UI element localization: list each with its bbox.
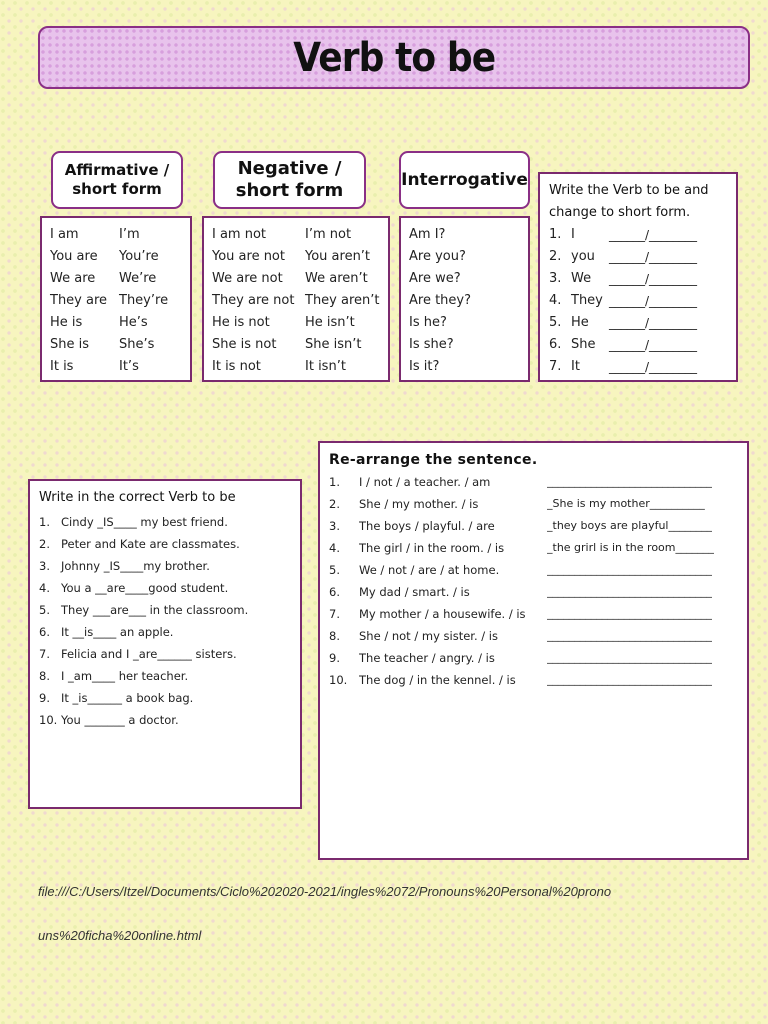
answer-line[interactable]: _they boys are playful________ (547, 519, 713, 532)
item-number: 3. (39, 559, 50, 573)
negative-short-form: It isn’t (305, 359, 346, 374)
item-number: 6. (329, 585, 340, 599)
item-number: 4. (39, 581, 50, 595)
item-number: 7. (549, 359, 562, 374)
negative-short-form: You aren’t (305, 249, 371, 264)
rearrange-exercise-heading: Re-arrange the sentence. (329, 452, 538, 468)
rearrange-exercise (318, 441, 749, 860)
item-number: 4. (549, 293, 562, 308)
item-number: 4. (329, 541, 340, 555)
negative-long-form: They are not (212, 293, 295, 308)
item-sentence: It _is______ a book bag. (61, 691, 194, 705)
item-number: 1. (329, 475, 340, 489)
item-number: 2. (329, 497, 340, 511)
affirmative-heading-tab (51, 151, 183, 209)
interrogative-item: Are we? (409, 271, 461, 286)
footer-path-line-2: uns%20ficha%20online.html (38, 928, 202, 943)
item-number: 6. (39, 625, 50, 639)
rearrange-item (329, 625, 741, 647)
item-pronoun: We (571, 271, 592, 286)
exercise-item (39, 665, 294, 687)
affirmative-long-form: They are (50, 293, 108, 308)
short-form-item (549, 334, 730, 356)
affirmative-short-form: It’s (119, 359, 139, 374)
affirmative-short-form: We’re (119, 271, 157, 286)
answer-line[interactable]: ______________________________ (547, 629, 712, 642)
negative-long-form: You are not (212, 249, 285, 264)
item-scrambled-words: I / not / a teacher. / am (359, 475, 491, 489)
short-form-item (549, 246, 730, 268)
item-scrambled-words: The dog / in the kennel. / is (359, 673, 516, 687)
answer-line[interactable]: ______________________________ (547, 585, 712, 598)
affirmative-short-form: He’s (119, 315, 148, 330)
item-number: 5. (329, 563, 340, 577)
rearrange-item (329, 647, 741, 669)
item-sentence: It __is____ an apple. (61, 625, 174, 639)
item-number: 6. (549, 337, 562, 352)
negative-short-form: She isn’t (305, 337, 362, 352)
item-number: 5. (549, 315, 562, 330)
item-scrambled-words: She / not / my sister. / is (359, 629, 498, 643)
item-pronoun: He (571, 315, 589, 330)
negative-long-form: It is not (212, 359, 261, 374)
interrogative-item: Is it? (409, 359, 440, 374)
rearrange-item (329, 669, 741, 691)
short-form-exercise (538, 172, 738, 382)
short-form-item (549, 268, 730, 290)
affirmative-long-form: It is (50, 359, 74, 374)
answer-line[interactable]: ______________________________ (547, 673, 712, 686)
page-title: Verb to be (292, 34, 496, 81)
affirmative-long-form: She is (50, 337, 90, 352)
negative-long-form: I am not (212, 227, 267, 242)
item-number: 3. (329, 519, 340, 533)
item-number: 8. (329, 629, 340, 643)
negative-long-form: We are not (212, 271, 283, 286)
answer-blank[interactable]: ______/________ (609, 228, 698, 242)
item-number: 3. (549, 271, 562, 286)
exercise-item (39, 599, 294, 621)
interrogative-item: Is he? (409, 315, 447, 330)
item-number: 9. (329, 651, 340, 665)
item-number: 5. (39, 603, 50, 617)
exercise-item (39, 621, 294, 643)
answer-line[interactable]: _She is my mother__________ (547, 497, 705, 510)
item-sentence: Felicia and I _are______ sisters. (61, 647, 237, 661)
item-number: 7. (329, 607, 340, 621)
interrogative-item: Is she? (409, 337, 454, 352)
affirmative-short-form: They’re (119, 293, 169, 308)
item-sentence: I _am____ her teacher. (61, 669, 189, 683)
short-form-item (549, 356, 730, 378)
negative-short-form: He isn’t (305, 315, 355, 330)
item-scrambled-words: The teacher / angry. / is (359, 651, 495, 665)
affirmative-long-form: We are (50, 271, 96, 286)
item-pronoun: I (571, 227, 575, 242)
item-number: 1. (549, 227, 562, 242)
item-sentence: Peter and Kate are classmates. (61, 537, 240, 551)
answer-blank[interactable]: ______/________ (609, 294, 698, 308)
item-number: 1. (39, 515, 50, 529)
exercise-item (39, 709, 294, 731)
answer-line[interactable]: ______________________________ (547, 563, 712, 576)
exercise-item (39, 577, 294, 599)
item-sentence: Cindy _IS____ my best friend. (61, 515, 228, 529)
rearrange-item (329, 471, 741, 493)
rearrange-item (329, 515, 741, 537)
item-scrambled-words: The boys / playful. / are (359, 519, 495, 533)
negative-long-form: She is not (212, 337, 277, 352)
answer-line[interactable]: ______________________________ (547, 651, 712, 664)
item-sentence: Johnny _IS____my brother. (61, 559, 210, 573)
exercise-item (39, 533, 294, 555)
item-pronoun: you (571, 249, 595, 264)
item-pronoun: It (571, 359, 580, 374)
short-form-item (549, 290, 730, 312)
interrogative-item: Are you? (409, 249, 466, 264)
interrogative-table (399, 216, 530, 382)
item-scrambled-words: My dad / smart. / is (359, 585, 470, 599)
item-sentence: You a __are____good student. (61, 581, 229, 595)
item-number: 2. (549, 249, 562, 264)
negative-short-form: We aren’t (305, 271, 368, 286)
answer-blank[interactable]: ______/________ (609, 360, 698, 374)
rearrange-item (329, 603, 741, 625)
answer-blank[interactable]: ______/________ (609, 272, 698, 286)
negative-short-form: They aren’t (305, 293, 380, 308)
answer-blank[interactable]: ______/________ (609, 338, 698, 352)
negative-heading-tab (213, 151, 366, 209)
interrogative-heading: Interrogative (401, 170, 528, 190)
rearrange-item (329, 493, 741, 515)
item-scrambled-words: My mother / a housewife. / is (359, 607, 526, 621)
answer-line[interactable]: ______________________________ (547, 607, 712, 620)
negative-heading: Negative / short form (235, 158, 344, 201)
affirmative-heading: Affirmative / short form (64, 161, 170, 198)
correct-verb-exercise-heading: Write in the correct Verb to be (39, 490, 236, 505)
item-number: 10. (39, 713, 58, 727)
correct-verb-exercise (28, 479, 302, 809)
rearrange-item (329, 581, 741, 603)
exercise-item (39, 643, 294, 665)
answer-line[interactable]: ______________________________ (547, 475, 712, 488)
short-form-item (549, 312, 730, 334)
item-number: 10. (329, 673, 348, 687)
item-sentence: You _______ a doctor. (61, 713, 179, 727)
affirmative-table (40, 216, 192, 382)
item-scrambled-words: The girl / in the room. / is (359, 541, 505, 555)
item-scrambled-words: She / my mother. / is (359, 497, 479, 511)
item-number: 8. (39, 669, 50, 683)
affirmative-long-form: He is (50, 315, 83, 330)
exercise-item (39, 511, 294, 533)
interrogative-item: Am I? (409, 227, 446, 242)
rearrange-item (329, 537, 741, 559)
short-form-item (549, 224, 730, 246)
item-pronoun: She (571, 337, 596, 352)
affirmative-short-form: You’re (119, 249, 159, 264)
interrogative-item: Are they? (409, 293, 472, 308)
answer-blank[interactable]: ______/________ (609, 250, 698, 264)
item-number: 2. (39, 537, 50, 551)
exercise-item (39, 555, 294, 577)
interrogative-heading-tab (399, 151, 530, 209)
affirmative-short-form: I’m (119, 227, 140, 242)
negative-long-form: He is not (212, 315, 270, 330)
item-pronoun: They (571, 293, 603, 308)
negative-short-form: I’m not (305, 227, 352, 242)
affirmative-long-form: I am (50, 227, 79, 242)
negative-table (202, 216, 390, 382)
affirmative-long-form: You are (50, 249, 98, 264)
exercise-item (39, 687, 294, 709)
answer-line[interactable]: _the grirl is in the room_______ (547, 541, 714, 554)
item-number: 9. (39, 691, 50, 705)
affirmative-short-form: She’s (119, 337, 155, 352)
short-form-exercise-heading: Write the Verb to be and change to short form. (549, 183, 709, 220)
item-scrambled-words: We / not / are / at home. (359, 563, 500, 577)
item-number: 7. (39, 647, 50, 661)
answer-blank[interactable]: ______/________ (609, 316, 698, 330)
rearrange-item (329, 559, 741, 581)
footer-path-line-1: file:///C:/Users/Itzel/Documents/Ciclo%202020-2021/ingles%2072/Pronouns%20Personal%20prono (38, 884, 612, 899)
title-banner (38, 26, 750, 89)
item-sentence: They ___are___ in the classroom. (61, 603, 249, 617)
